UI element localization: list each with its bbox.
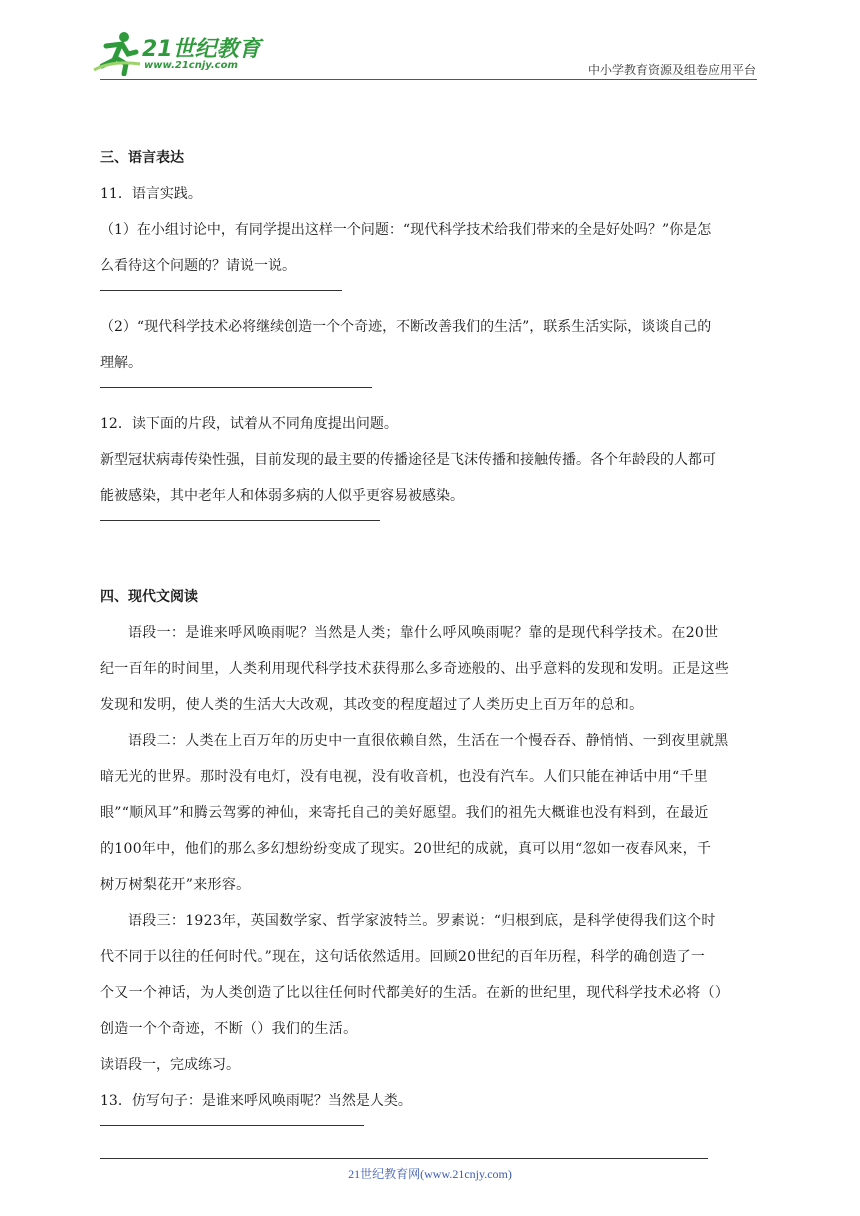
answer-line[interactable] [100,387,372,388]
section3-title: 三、语言表达 [100,150,184,166]
passage-1 [100,615,760,723]
passage-line: 树万树梨花开”来形容。 [100,877,251,893]
passage-line: 暗无光的世界。那时没有电灯，没有电视，没有收音机，也没有汽车。人们只能在神话中用“千里 [100,769,709,785]
passage-line: 眼”“顺风耳”和腾云驾雾的神仙，来寄托自己的美好愿望。我们的祖先大概谁也没有料到，在最近 [100,805,709,821]
passage-line: 代不同于以往的任何时代。”现在，这句话依然适用。回顾20世纪的百年历程，科学的确创造了一 [100,949,706,965]
logo [92,30,262,80]
answer-line[interactable] [100,1125,364,1126]
q12-line2: 能被感染，其中老年人和体弱多病的人似乎更容易被感染。 [100,488,464,504]
runner-logo-icon [92,30,142,76]
logo-text: 21世纪教育 [142,37,261,62]
footer-link[interactable]: 21世纪教育网(www.21cnjy.com) [348,1167,512,1181]
passage-line: 语段三：1923年，英国数学家、哲学家波特兰。罗素说：“归根到底，是科学使得我们这个时 [128,913,716,929]
passage-line: 发现和发明，使人类的生活大大改观，其改变的程度超过了人类历史上百万年的总和。 [100,697,644,713]
passage-2 [100,723,760,903]
q11-part2-line2: 理解。 [100,355,142,371]
logo-url: www.21cnjy.com [144,60,238,71]
passage-line: 的100年中，他们的那么多幻想纷纷变成了现实。20世纪的成就，真可以用“忽如一夜春风来，千 [100,841,712,857]
answer-line[interactable] [100,290,342,291]
worksheet-content [100,140,760,1144]
q11-part2-line1: （2）“现代科学技术必将继续创造一个个奇迹，不断改善我们的生活”，联系生活实际，谈谈自己的 [100,319,712,335]
q11-part1-line1: （1）在小组讨论中，有同学提出这样一个问题：“现代科学技术给我们带来的全是好处吗？”你是怎 [100,222,712,238]
passage-line: 创造一个个奇迹，不断（）我们的生活。 [100,1021,358,1037]
instruction: 读语段一，完成练习。 [100,1057,240,1073]
passage-line: 语段一：是谁来呼风唤雨呢？当然是人类；靠什么呼风唤雨呢？靠的是现代科学技术。在20世 [128,625,719,641]
q12-line1: 新型冠状病毒传染性强，目前发现的最主要的传播途径是飞沫传播和接触传播。各个年龄段的人都可 [100,452,716,468]
platform-name: 中小学教育资源及组卷应用平台 [587,63,756,77]
q11-part1-line2: 么看待这个问题的？请说一说。 [100,258,296,274]
header-divider [100,79,757,80]
passage-line: 纪一百年的时间里，人类利用现代科学技术获得那么多奇迹般的、出乎意料的发现和发明。正是这些 [100,661,730,677]
passage-line: 语段二：人类在上百万年的历史中一直很依赖自然，生活在一个慢吞吞、静悄悄、一到夜里就黑 [128,733,729,749]
q11-title: 11．语言实践。 [100,186,202,202]
answer-line[interactable] [100,520,380,521]
q13-title: 13．仿写句子：是谁来呼风唤雨呢？当然是人类。 [100,1093,412,1109]
section4-title: 四、现代文阅读 [100,589,198,605]
page-header [0,0,860,90]
footer-divider [100,1158,708,1159]
q12-title: 12．读下面的片段，试着从不同角度提出问题。 [100,416,398,432]
passage-3 [100,903,760,1047]
passage-line: 个又一个神话，为人类创造了比以往任何时代都美好的生活。在新的世纪里，现代科学技术必将（） [100,985,730,1001]
